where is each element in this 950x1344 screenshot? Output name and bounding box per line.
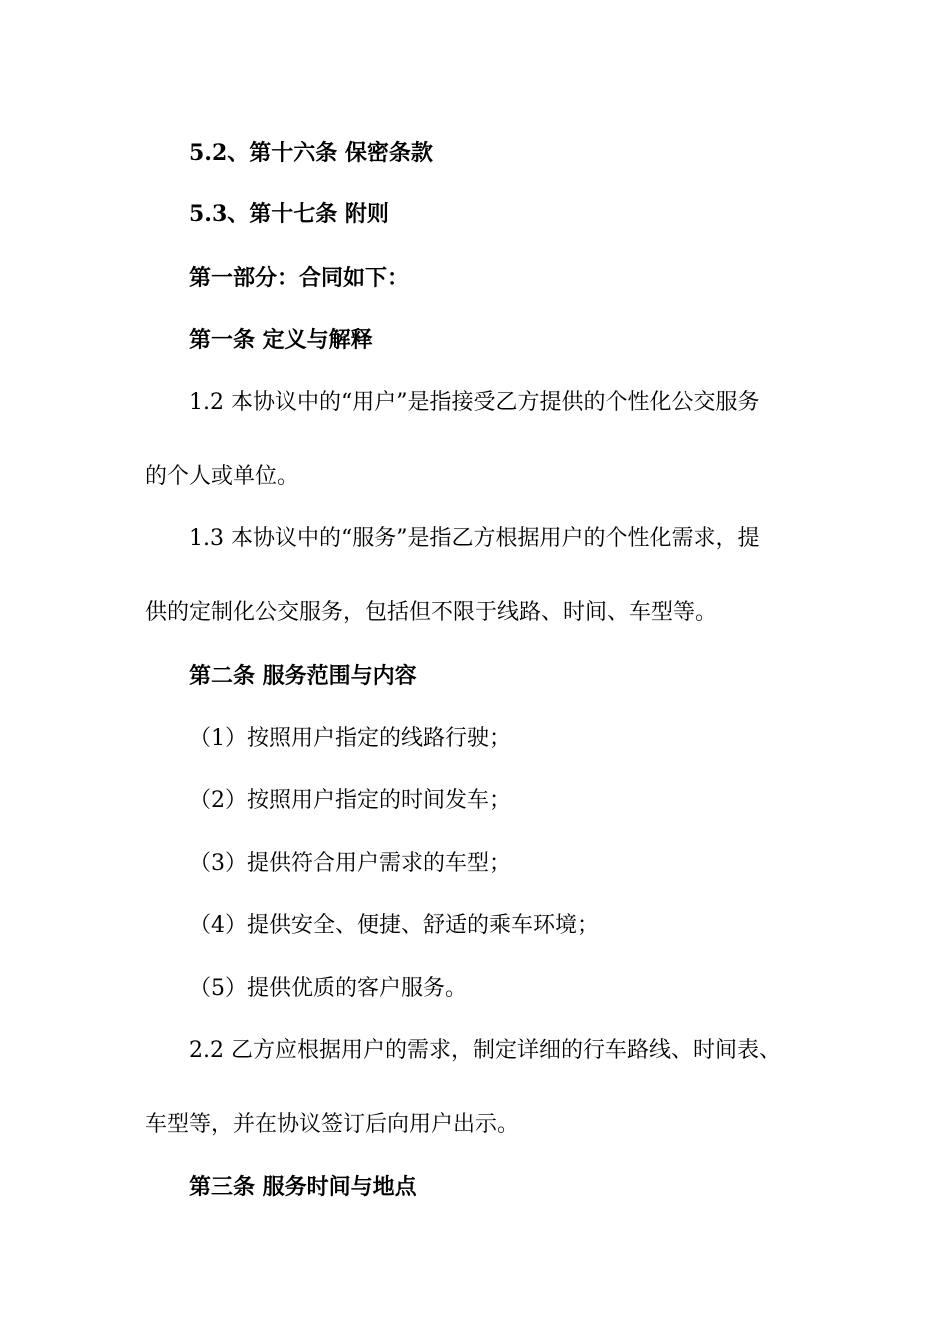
- part-one-heading: 第一部分：合同如下：: [189, 265, 410, 291]
- clause-1-2-line-1: 1.2 本协议中的“用户”是指接受乙方提供的个性化公交服务: [189, 390, 760, 415]
- service-item-4: （4）提供安全、便捷、舒适的乘车环境；: [189, 913, 599, 938]
- service-item-1: （1）按照用户指定的线路行驶；: [189, 726, 511, 751]
- service-item-5: （5）提供优质的客户服务。: [189, 976, 467, 1001]
- clause-1-3-line-2: 供的定制化公交服务，包括但不限于线路、时间、车型等。: [145, 600, 718, 625]
- clause-1-2-line-2: 的个人或单位。: [145, 464, 300, 489]
- clause-2-2-line-2: 车型等，并在协议签订后向用户出示。: [145, 1112, 520, 1137]
- article-2-heading: 第二条 服务范围与内容: [189, 663, 417, 689]
- toc-item-5-3: 5.3、第十七条 附则: [189, 201, 389, 227]
- toc-item-5-2: 5.2、第十六条 保密条款: [189, 140, 433, 166]
- service-item-3: （3）提供符合用户需求的车型；: [189, 851, 511, 876]
- clause-2-2-line-1: 2.2 乙方应根据用户的需求，制定详细的行车路线、时间表、: [189, 1038, 781, 1063]
- service-item-2: （2）按照用户指定的时间发车；: [189, 788, 511, 813]
- clause-1-3-line-1: 1.3 本协议中的“服务”是指乙方根据用户的个性化需求，提: [189, 526, 760, 551]
- article-3-heading: 第三条 服务时间与地点: [189, 1174, 417, 1200]
- article-1-heading: 第一条 定义与解释: [189, 327, 373, 353]
